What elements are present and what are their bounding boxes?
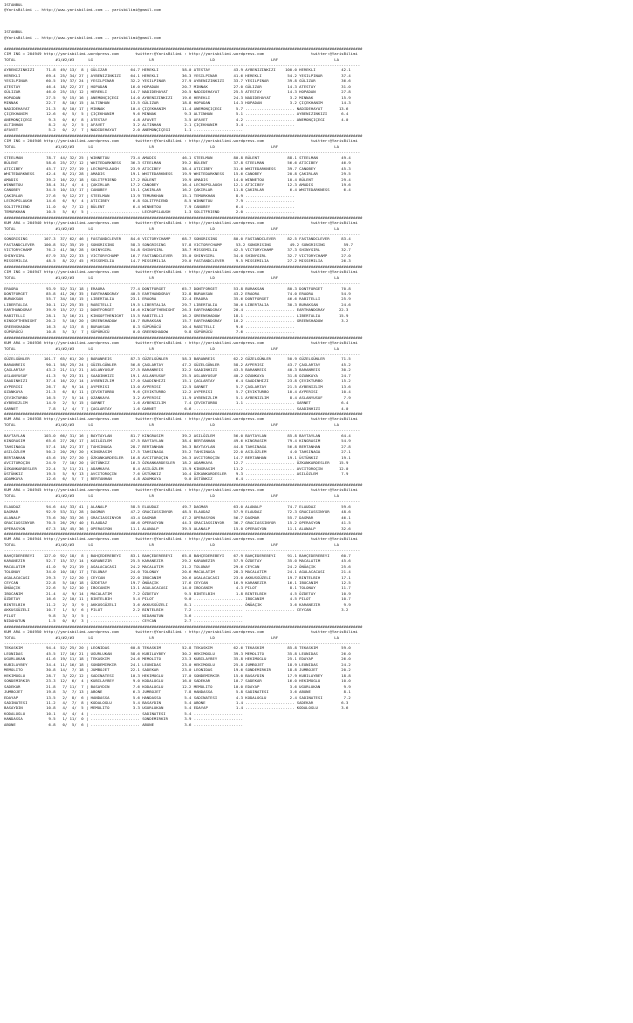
document-line: TEKASKIM 94.4 52/ 25/ 20 | LEONIDAS 60.8 TEKASKIM 52.8 TEKASKIM 62.6 TEKASKIM 85.8 TEKASKIM 59.0 [4,645,351,651]
document-line: KUBILAYBEY 34.4 11/ 16/ 18 | SONDEMIRKIR 24.1 LEONIDAS 23.0 HEKIMOGLU 25.8 JUMBOJET 18.9 LEONIDAS 24.2 [4,661,351,667]
document-line: ISTANBUL [4,2,23,7]
document-line: ######################################################################################################################################################### [4,263,363,269]
document-line: DONTFORGET 85.8 41/ 26/ 35 | EARTHANDGRAY 40.5 EARTHANDGRAY 32.8 BURAKSAN 43.2 ERAORA 74.0 ERAORA 54.9 [4,291,351,297]
document-line: TOTAL #1/#2/#3 LG LR LD LRF LA [4,274,339,280]
document-line: ######################################################################################################################################################### [4,623,363,629]
document-line: KUM ARA = 204936 http://yarisbilimi.wordpress.com twitter:@YarisBilimi : http://yarisbilimi.wordpress.com twitter:@YarisBilimi [4,340,358,346]
document-line: MINNAK 22.7 8/ 10/ 15 | ALTINHAN 13.5 GÜLIZAR 18.8 HOPADAN 14.3 HOPADAN 3.2 ÇIÇEKHANIM 14.3 [4,100,351,106]
document-line: ÇEVIKTURBO 16.5 7/ 5/ 14 | OZANKAYA 3.2 AYPERISI 11.9 AYBENIZLIM 5.1 AYBENIZLIM 8.4 ASLANYUSUF 7.9 [4,394,351,400]
document-line: TOTAL #1/#2/#3 LG LR LD LRF LA [4,143,339,149]
document-line: BARANREIS 90.1 58/ 25/ 24 | GÜZELGÜNLER 56.8 ÇAGLARTAY 47.2 GÜZELGÜNLER 58.2 AYPERISI 43.7 ÇAGLARTAY 45.2 [4,361,351,367]
document-line: HANDASSA 9.5 1/ 11/ 0 | ..................... SONDEMIRKIR 3.9 ..................... [4,716,243,722]
document-line: CANOBEY 34.5 10/ 13/ 17 | CANOBEY 15.1 ÇAKIRLAR 16.2 ÇAKIRLAR 11.8 ÇAKIRLAR 6.4 WHITEDARKNESS 6.4 [4,187,351,193]
document-line: -------------------------------------------------------------------------------------------------------------------------------------------------------- [4,149,361,155]
document-line: OZANKAYA 21.3 6/ 8/ 11 | ÇEVIKTURBO 9.6 ÇEVIKTURBO 12.2 AYPERISI 5.7 ÇEVIKTURBO 10.4 AYPERISI 10.4 [4,389,351,395]
document-line: TAHSINAGA 57.4 18/ 21/ 37 | TAHSINAGA 28.7 BERTANHAN 36.3 BAYTAYLAN 44.8 TAHSINAGA 56.8 BERTANHAN 27.8 [4,443,351,449]
document-line: ÇAKIRLAR 27.6 9/ 12/ 27 | STEELMAN 13.9 TEMURKHAN 15.1 TEMURKHAN 8.9 ..................... [4,192,295,198]
document-line: JUMBOJET 19.8 3/ 7/ 13 | ABONE 6.3 JUMBOJET 7.8 HANDASSA 5.8 SADINATESI 3.6 ABONE 8.1 [4,689,351,695]
document-line: ÖZKANKARDESLER 22.4 3/ 11/ 21 | ADAMKAYA 8.4 ASILÖZLEM 15.9 KINGRASIM 11.2 ..................... AVCITOROÇIN 12.0 [4,465,349,471]
document-line: CIM ING = 204949 http://yarisbilimi.wordpress.com twitter:@YarisBilimi : http://yarisbilimi.wordpress.com twitter:@YarisBilimi [4,51,358,57]
document-line: ÖZDETAY 16.6 2/ 10/ 11 | BINTELBIH 5.4 PILOT 9.0 ..................... IBOCANIM 4.5 PILOT 10.7 [4,596,351,602]
document-line: -------------------------------------------------------------------------------------------------------------------------------------------------------- [4,231,361,237]
document-line: SHINYGIRL 67.9 33/ 22/ 33 | VICTORYCHAMP 16.7 FASTANDCLEVER 35.0 SHINYGIRL 34.0 SHINYGIRL 32.7 VICTORYCHAMP 27.0 [4,252,351,258]
document-line: GREENSHADOW 16.3 4/ 13/ 8 | BURAKSAN 8.3 SÜPÜRÜCÜ 10.4 RABITELLI 9.6 ..................... [4,323,295,329]
document-line: ######################################################################################################################################################### [4,132,363,138]
document-line: ANEMONÇIÇEGI 9.3 0/ 6/ 8 | ATESTAY 4.8 AFAVET 3.5 AFAVET 4.2 ..................... ANEMONÇIÇEGI 4.0 [4,116,349,122]
document-line: ######################################################################################################################################################### [4,334,363,340]
document-line: GARNET 7.8 1/ 4/ 7 | ÇAGLARTAY 1.6 GARNET 6.6 ..................... ..................... SAADINHIZI 4.0 [4,405,349,411]
document-line: TOTAL #1/#2/#3 LG LR LD LRF LA [4,56,339,62]
document-line: ######################################################################################################################################################### [4,214,363,220]
document-line: AFAVET 5.2 0/ 2/ 7 | NADIDEHAYAT 2.0 ANEMONÇIÇEGI 1.1 ..................... [4,127,243,133]
document-line: @YarisBilimi -- http://www.yarisbilimi.com -- yarisbilimi@gmail.com [4,7,161,13]
document-line: CEYCAN 22.8 5/ 10/ 18 | ÖZDETAY 19.7 ÖNÜAÇIK 17.6 CEYCAN 16.9 KARANEZIR 16.1 IBOCANIM 12.5 [4,580,351,586]
document-line: BURAKSAN 55.7 34/ 10/ 15 | LIBERTALIA 23.1 ERAORA 32.4 ERAORA 35.6 DONTFORGET 46.6 RABITELLI 25.9 [4,296,351,302]
document-line: -------------------------------------------------------------------------------------------------------------------------------------------------------- [4,498,361,504]
document-line: ADAMKAYA 12.6 6/ 5/ 7 | BERTANHAN 4.8 ADAMKAYA 9.0 ÜSTÜNKIZ 6.4 ..................... [4,476,295,482]
document-line: SONGRISING 107.3 37/ 62/ 46 | FASTANDCLEVER 84.6 VICTORYCHAMP 68.7 SONGRISING 80.0 FASTANDCLEVER 82.5 FASTANDCLEVER 83.4 [4,236,351,242]
document-line: BERTANHAN 45.6 19/ 27/ 20 | ÖZKANKARDESLER 16.8 AVCITOROÇIN 26.3 AVCITOROÇIN 14.7 BERTANHAN 19.1 ÜSTÜNKIZ 19.1 [4,454,351,460]
document-line: ISTANBUL [4,29,23,35]
document-line: KUM ARA = 204938 http://yarisbilimi.wordpress.com twitter:@YarisBilimi : http://yarisbilimi.wordpress.com twitter:@YarisBilimi [4,416,358,422]
document-line: UGURLUKAN 41.6 19/ 11/ 18 | TEKASKIM 24.6 MEMOLITO 23.3 KUBILAYBEY 35.8 HEKIMOGLU 25.1 EDAYAP 26.0 [4,656,351,662]
document-line: ELAUDAZ 94.6 44/ 33/ 41 | ALANALP 58.5 ELAUDAZ 49.7 DAGMAR 63.0 ALANALP 74.7 ELAUDAZ 59.6 [4,503,351,509]
document-line: OPERASYON 67.3 18/ 45/ 36 | OPERASYON 11.1 ALANALP 39.5 ALANALP 15.0 OPERASYON 11.1 ALANALP 32.6 [4,525,351,531]
document-line: KUM ARA = 204950 http://yarisbilimi.wordpress.com twitter:@YarisBilimi : http://yarisbilimi.wordpress.com twitter:@YarisBilimi [4,629,358,635]
document-line: KODALOGLU 10.1 4/ 4/ 4 | ..................... SADINATESI 5.4 ..................... [4,710,243,716]
document-line: SADINATESI 11.2 4/ 7/ 8 | KODALOGLU 5.4 BASAYDIN 5.4 ABONE 1.4 ..................... SADEKAR 6.3 [4,700,349,705]
document-line: KINGRASIM 65.6 27/ 28/ 17 | ASILÖZLEM 47.5 BAYTAYLAN 38.4 BERTANHAN 49.6 KINGRASIM 79.4 KINGRASIM 54.9 [4,438,351,444]
document-line: TOTAL #1/#2/#3 LG LR LD LRF LA [4,345,339,351]
document-line: RABITELLI 28.1 3/ 16/ 21 | KINGOFTHENIGHT 15.5 RABITELLI 16.2 GREENSHADOW 18.1 ..................... LIBERTALIA 15.9 [4,312,349,318]
document-line: TOTAL #1/#2/#3 LG LR LD LRF LA [4,492,339,498]
document-line: ######################################################################################################################################################### [4,481,363,487]
document-line: -------------------------------------------------------------------------------------------------------------------------------------------------------- [4,427,361,433]
document-line: AYBENIZLIM 14.9 2/ 5/ 15 | GARNET 1.6 AYBENIZLIM 7.4 ÇEVIKTURBO 1.1 ..................... GARNET 6.4 [4,400,349,406]
document-line: TOTAL #1/#2/#3 LG LR LD LRF LA [4,634,339,640]
document-line: EDAYAP 13.5 2/ 8/ 6 | HANDASSA 5.6 HANDASSA 5.4 SADINATESI 4.3 KODALOGLU 2.4 SADINATESI 7.2 [4,694,351,700]
document-line: SOLITFRIEND 11.0 0/ 7/ 12 | BÜLENT 6.4 WINNETOU 7.9 CANOBEY 6.4 ..................... [4,203,295,209]
document-line: VICTORYCHAMP 76.2 41/ 30/ 28 | SHINYGIRL 54.8 SHINYGIRL 38.7 MISSEMILIA 42.5 VICTORYCHAMP 37.3 SHINYGIRL 32.7 [4,247,351,253]
document-line: TOTAL #1/#2/#3 LG LR LD LRF LA [4,225,339,231]
document-line: @YarisBilimi -- http://www.yarisbilimi.com -- yarisbilimi@gmail.com [4,34,161,40]
document-line: AMADIS 39.2 16/ 22/ 18 | SOLITFRIEND 17.2 BÜLENT 19.9 AMADIS 14.0 WINNETOU 10.4 BÜLENT 29.4 [4,176,351,182]
document-line: IBOCANIM 21.4 4/ 9/ 14 | MACALATIM 7.2 ÖZDETAY 9.5 BINTELBIH 1.8 BINTELBIH 4.5 ÖZDETAY 10.9 [4,590,351,596]
document-line: BÜLENT 58.6 25/ 27/ 12 | WHITEDARKNESS 36.3 STEELMAN 39.2 BÜLENT 37.8 STEELMAN 56.6 ATICIBEY 46.9 [4,160,351,166]
document-line: SONDEMIRKIR 23.3 12/ 6/ 4 | KUBILAYBEY 9.0 KODALOGLU 16.0 SADEKAR 10.7 SADEKAR 16.0 HEKIMOGLU 10.0 [4,678,351,684]
document-line: KUM ARA = 204944 http://yarisbilimi.wordpress.com twitter:@YarisBilimi : http://yarisbilimi.wordpress.com twitter:@YarisBilimi [4,536,358,542]
document-line: AYPERISI 26.7 8/ 9/ 14 | AYPERISI 13.0 AYPERISI 12.5 GARNET 5.7 ÇAGLARTAY 21.5 AYBENIZLIM 13.6 [4,383,351,389]
document-line: BINTELBIH 11.2 2/ 3/ 9 | AKKUSGÜZELI 3.6 AKKUSGÜZELI 8.1 ..................... ÖNÜAÇIK 3.6 KARANEZIR 9.9 [4,601,351,607]
document-line: ABONE 6.8 0/ 5/ 6 | ..................... ABONE 3.6 ..................... [4,721,243,727]
document-line: TOLONAY 34.0 10/ 18/ 17 | TOLONAY 24.0 TOLONAY 20.6 MACALATIM 28.3 MACALATIM 24.1 AGALACACASI 21.4 [4,569,351,575]
document-line: ÇIÇEKHANIM 12.6 6/ 5/ 5 | ÇIÇEKHANIM 9.6 MINNAK 9.3 ALTINHAN 5.1 ..................... AYBENIZINKIZI 6.4 [4,111,349,117]
document-line: -------------------------------------------------------------------------------------------------------------------------------------------------------- [4,280,361,286]
document-line: TOTAL #1/#2/#3 LG LR LD LRF LA [4,421,339,427]
document-line: TEMURKHAN 10.5 5/ 6/ 5 | ..................... LECROPSLAUGH 1.3 SOLITFRIEND 2.0 ..................... [4,209,295,215]
document-line: ALANALP 75.6 30/ 33/ 26 | GRACIASSINYOR 43.4 DAGMAR 47.2 OPERASYON 56.7 DAGMAR 55.7 DAGMAR 46.1 [4,514,351,520]
document-line: ATICIBEY 45.7 17/ 27/ 19 | LECROPSLAUGH 23.9 ATICIBEY 38.4 ATICIBEY 31.6 WHITEDARKNESS 39.7 CANOBEY 45.3 [4,165,351,171]
document-line: -------------------------------------------------------------------------------------------------------------------------------------------------------- [4,640,361,646]
document-line: LEONIDAS 45.5 17/ 16/ 21 | UGURLUKAN 58.6 KUBILAYBEY 30.2 HEKIMOGLU 39.3 MEMOLITO 35.8 LEONIDAS 26.0 [4,650,351,656]
document-line: HEREKLI 69.4 25/ 34/ 27 | AYBENIZINKIZI 64.1 HEREKLI 36.3 YESILPINAR 41.6 HEREKLI 54.2 YESILPINAR 37.4 [4,72,351,78]
document-line: AVCITOROÇIN 24.9 7/ 10/ 20 | ÜSTÜNKIZ 16.3 ÖZKANKARDESLER 18.2 ADAMKAYA 12.7 ..................... ÖZKANKARDESLER 15.9 [4,460,349,466]
document-line: NADIDEHAYAT 21.3 8/ 10/ 17 | MINNAK 10.4 ÇIÇEKHANIM 11.4 ANEMONÇIÇEGI 5.7 ..................... NADIDEHAYAT 13.6 [4,105,349,111]
document-line: MEMOLITO 30.8 14/ 7/ 18 | JUMBOJET 22.1 SADEKAR 23.0 LEONIDAS 19.6 SONDEMIRKIR 18.8 JUMBOJET 20.2 [4,667,351,673]
document-line: FASTANDCLEVER 100.8 52/ 35/ 19 | SONGRISING 58.3 SONGRISING 57.8 VICTORYCHAMP 53.2 SONGRISING 49.2 SONGRISING 59.7 [4,241,354,247]
document-line: MISSEMILIA 48.5 8/ 22/ 45 | MISSEMILIA 14.7 MISSEMILIA 29.0 FASTANDCLEVER 9.5 MISSEMILIA 27.2 MISSEMILIA 26.3 [4,258,351,264]
document-line: ERAORA 93.9 52/ 31/ 18 | ERAORA 77.4 DONTFORGET 65.7 DONTFORGET 53.8 BURAKSAN 80.3 DONTFORGET 70.8 [4,285,351,291]
document-line: WHITEDARKNESS 42.4 8/ 21/ 28 | AMADIS 19.1 WHITEDARKNESS 19.9 WHITEDARKNESS 15.6 CANOBEY 20.8 ÇAKIRLAR 29.5 [4,171,351,177]
document-line: KUM ARA = 204945 http://yarisbilimi.wordpress.com twitter:@YarisBilimi : http://yarisbilimi.wordpress.com twitter:@YarisBilimi [4,487,358,493]
document-line: KUM ARA = 204940 http://yarisbilimi.wordpress.com twitter:@YarisBilimi : http://yarisbilimi.wordpress.com twitter:@YarisBilimi [4,220,358,226]
document-line: CIM ING = 204947 http://yarisbilimi.wordpress.com twitter:@YarisBilimi : http://yarisbilimi.wordpress.com twitter:@YarisBilimi [4,269,358,275]
document-line: KINGOFTHENIGHT 20.2 5/ 10/ 20 | GREENSHADOW 10.7 BURAKSAN 15.7 EARTHANDGRAY 10.2 ..................... GREENSHADOW 3.2 [4,318,349,324]
document-line: WINNETOU 38.4 31/ 4/ 4 | ÇAKIRLAR 17.2 CANOBEY 16.4 LECROPSLAUGH 12.1 ATICIBEY 12.3 AMADIS 19.6 [4,181,351,187]
document-line: ######################################################################################################################################################### [4,410,363,416]
document-line: GÜZELGÜNLER 101.7 65/ 61/ 20 | BARANREIS 87.3 GÜZELGÜNLER 58.3 BARANREIS 62.2 GÜZELGÜNLER 50.9 GÜZELGÜNLER 71.5 [4,356,351,362]
document-line: AYBENIZINKIZI 71.8 49/ 13/ 8 | GÜLIZAR 64.7 HEREKLI 58.0 ATESTAY 43.9 AYBENIZINKIZI 100.0 HEREKLI 42.1 [4,67,351,73]
document-line: DAGMAR 92.9 53/ 31/ 28 | DAGMAR 47.2 GRACIASSINYOR 48.5 ELAUDAZ 57.9 ELAUDAZ 72.3 GRACIASSINYOR 48.6 [4,509,351,515]
document-line: MACALATIM 41.0 9/ 21/ 19 | AGALACACASI 24.2 MACALATIM 21.2 TOLONAY 29.6 CEYCAN 24.2 ÖNÜAÇIK 25.6 [4,563,351,569]
document-line: HEKIMOGLU 28.7 3/ 22/ 12 | SADINATESI 10.3 HEKIMOGLU 17.0 SONDEMIRKIR 15.0 BASAYDIN 17.9 KUBILAYBEY 18.8 [4,672,351,678]
document-line: ALTINHAN 8.2 4/ 2/ 5 | AFAVET 3.2 ALTINHAN 2.1 ÇIÇEKHANIM 3.4 ..................... [4,121,295,127]
document-line: AGALACACASI 29.3 7/ 12/ 20 | CEYCAN 22.0 IBOCANIM 20.6 AGALACACASI 23.0 AKKUSGÜZELI 19.7 BINTELBIH 17.1 [4,574,351,580]
document-line: GRACIASSINYOR 70.5 26/ 29/ 40 | ELAUDAZ 40.6 OPERASYON 44.3 GRACIASSINYOR 36.7 GRACIASSINYOR 15.2 OPERASYON 41.5 [4,520,351,526]
document-line: ÇAGLARTAY 43.2 21/ 11/ 21 | ASLANYUSUF 27.5 BARANREIS 32.2 SAADINHIZI 43.5 BARANREIS 40.3 BARANREIS 30.2 [4,367,351,373]
document-line: LIBERTALIA 30.1 12/ 25/ 35 | RABITELLI 19.5 LIBERTALIA 29.7 LIBERTALIA 30.6 LIBERTALIA 30.3 BURAKSAN 24.6 [4,301,351,307]
document-line: SÜPÜRÜCÜ 10.8 5/ 3/ 7 | SÜPÜRÜCÜ 0.0 GREENSHADOW 9.8 SÜPÜRÜCÜ 7.6 ..................... [4,329,295,335]
document-line: EARTHANDGRAY 39.9 15/ 27/ 12 | DONTFORGET 16.6 KINGOFTHENIGHT 26.3 EARTHANDGRAY 20.4 ..................... EARTHANDGRAY 22.3 [4,307,349,313]
document-line: PILOT 9.8 3/ 3/ 5 | ..................... NIDAHATUN 3.6 ..................... [4,612,243,618]
document-line: ATESTAY 46.4 18/ 22/ 27 | HOPADAN 16.0 HOPADAN 20.7 MINNAK 27.0 GÜLIZAR 14.3 ATESTAY 31.0 [4,83,351,89]
document-line: YESILPINAR 60.5 19/ 37/ 24 | YESILPINAR 32.2 YESILPINAR 27.9 AYBENIZINKIZI 33.7 YESILPINAR 39.8 GÜLIZAR 36.6 [4,78,351,84]
document-line: CIM ING = 204946 http://yarisbilimi.wordpress.com twitter:@YarisBilimi : http://yarisbilimi.wordpress.com twitter:@YarisBilimi [4,138,358,144]
document-line: SAADINHIZI 37.4 16/ 22/ 14 | AYBENIZLIM 17.0 SAADINHIZI 15.1 ÇAGLARTAY 6.4 SAADINHIZI 23.8 ÇEVIKTURBO 15.2 [4,378,351,384]
document-line: TOTAL #1/#2/#3 LG LR LD LRF LA [4,541,339,547]
document-line: ÜSTÜNKIZ 19.5 5/ 9/ 13 | AVCITOROÇIN 7.6 ÜSTÜNKIZ 10.4 ÖZKANKARDESLER 9.3 ..................... ASILÖZLEM 7.9 [4,470,349,476]
document-line: LECROPSLAUGH 14.6 6/ 9/ 4 | ATICIBEY 6.8 SOLITFRIEND 8.5 WINNETOU 7.9 ..................... [4,198,295,204]
document-line: NIDAHATUN 1.5 0/ 0/ 3 | ..................... CEYCAN 2.7 ..................... [4,618,243,624]
document-line: BAHÇEDEREBEYI 127.0 92/ 18/ 8 | BAHÇEDEREBEYI 83.1 BAHÇEDEREBEYI 65.8 BAHÇEDEREBEYI 67.9 BAHÇEDEREBEYI 91.1 BAHÇEDEREBEYI 60.7 [4,552,351,558]
document-line: GÜLIZAR 46.0 25/ 15/ 12 | HEREKLI 14.7 NADIDEHAYAT 20.5 NADIDEHAYAT 25.5 ATESTAY 14.3 HOPADAN 27.8 [4,89,351,95]
document-line: -------------------------------------------------------------------------------------------------------------------------------------------------------- [4,61,361,67]
document-line: STEELMAN 78.7 44/ 32/ 25 | WINNETOU 73.4 AMADIS 46.1 STEELMAN 80.8 BÜLENT 88.1 STEELMAN 49.4 [4,154,351,160]
document-line: SADEKAR 21.8 7/ 11/ 7 | BASAYDIN 7.6 KODALOGLU 12.2 MEMOLITO 10.0 EDAYAP 3.6 UGURLUKAN 9.9 [4,683,351,689]
document-line: ######################################################################################################################################################### [4,45,363,51]
document-line: BASAYDIN 10.8 4/ 4/ 5 | MEMOLITO 3.3 UGURLUKAN 5.4 EDAYAP 1.4 ..................... KODALOGLU 3.6 [4,705,349,711]
document-line: ASILÖZLEM 50.2 20/ 29/ 20 | KINGRASIM 17.5 TAHSINAGA 35.2 TAHSINAGA 22.0 ASILÖZLEM 4.0 TAHSINAGA 27.1 [4,449,351,455]
document-line: -------------------------------------------------------------------------------------------------------------------------------------------------------- [4,351,361,356]
document-line: -------------------------------------------------------------------------------------------------------------------------------------------------------- [4,547,361,553]
document-line: HOPADAN 27.5 9/ 15/ 16 | ANEMONÇIÇEGI 14.0 AYBENIZINKIZI 19.6 HEREKLI 24.3 NADIDEHAYAT 3.2 MINNAK 15.9 [4,94,351,100]
document-line: ÖNÜAÇIK 22.6 5/ 12/ 10 | IBOCANIM 13.1 AGALACACASI 14.0 IBOCANIM 4.3 PILOT 8.1 TOLONAY 11.7 [4,585,351,591]
document-line: ASLANYUSUF 41.3 9/ 23/ 31 | SAADINHIZI 19.1 ASLANYUSUF 25.5 ASLANYUSUF 40.2 OZANKAYA 31.8 OZANKAYA 24.7 [4,372,351,378]
document-line: AKKUSGÜZELI 10.7 1/ 5/ 6 | PILOT 2.2 BINTELBIH 7.2 ..................... ..................... CEYCAN 3.2 [4,607,349,613]
document-line: KARANEZIR 52.7 15/ 37/ 14 | KARANEZIR 25.5 KARANEZIR 29.2 KARANEZIR 57.9 ÖZDETAY 35.0 MACALATIM 45.6 [4,558,351,564]
document-line: ######################################################################################################################################################### [4,530,363,536]
document-line: BAYTAYLAN 103.0 66/ 31/ 16 | BAYTAYLAN 81.7 KINGRASIM 39.2 ASILÖZLEM 56.0 BAYTAYLAN 85.8 BAYTAYLAN 64.4 [4,432,351,438]
